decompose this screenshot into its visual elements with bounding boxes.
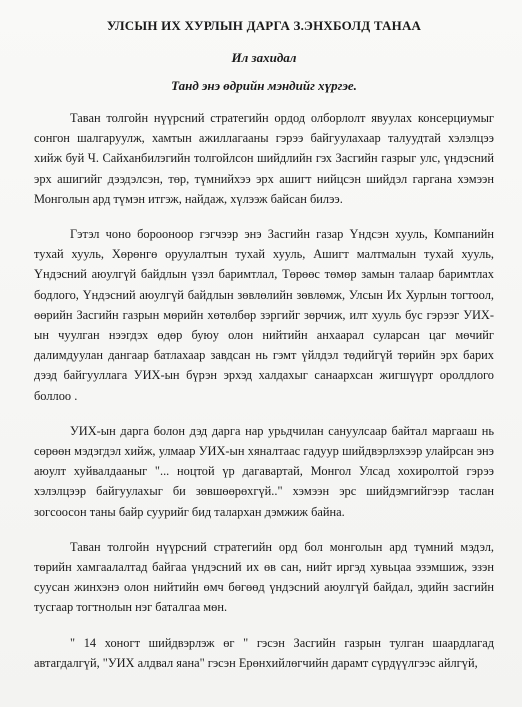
letter-subtitle: Ил захидал	[231, 50, 297, 65]
paragraph-3: УИХ-ын дарга болон дэд дарга нар урьдчилан сануулсаар байтал маргааш нь сөрөөн мэдэгдэл хийж, улмаар УИХ-ын хяналтаас гадуур шийдвэрлэхээр улайрсан энэ аюулт хуйвалдааныг "... ноцтой үр дагавартай, Монгол Улсад хохиролтой гэрээ хэлэлцээр байгуулахыг би зөвшөөрөхгүй.." хэмээн эрс шийдэмгийгээр таслан зогсоосон таны байр суурийг бид талархан дэмжиж байна.	[34, 423, 494, 519]
paragraph-2: Гэтэл чоно бороонoор гэгчээр энэ Засгийн газар Үндсэн хууль, Компанийн тухай хууль, Хөрөнгө оруулалтын тухай хууль, Ашигт малтмалын тухай хууль, Үндэсний аюулгүй байдлын үзэл баримтлал, Төрөөс төмөр замын талаар баримтлах бодлого, Үндэсний аюулгүй байдлын зөвлөлийн зөвлөмж, Улсын Их Хурлын тогтоол, өөрийн Засгийн газрын мөрийн хөтөлбөр зэргийг зөрчиж, илт хууль бус гэрээг УИХ-ын чуулган нээгдэх өдөр буюу олон нийтийн анхаарал суларсан цаг мөчийг далимдуулан дангаар батлахаар завдсан нь гэмт үйлдэл төдийгүй төрийн эрх барих дээд байгууллага УИХ-ын бүрэн эрхэд халдахыг санаархсан жигшүүрт оролдлого боллоо .	[34, 227, 494, 403]
paragraph-5: " 14 хоногт шийдвэрлэж өг " гэсэн Засгийн газрын тулган шаардлагад автагдалгүй, "УИХ алдвал яана" гэсэн Ерөнхийлөгчийн дарамт сүрдүүлгээс айлгүй,	[34, 635, 494, 670]
paragraph-4: Таван толгойн нүүрсний стратегийн орд бол монголын ард түмний мэдэл, төрийн хамгаалалтад байгаа үндэсний их өв сан, нийт иргэд хувьцаа эзэмшиж, эзэн суусан жинхэнэ олон нийтийн өмч бөгөөд үндэсний аюулгүй байдал, эдийн засгийн тусгаар тогтнолын нэг баталгаа мөн.	[34, 539, 494, 615]
paragraph-1: Таван толгойн нүүрсний стратегийн ордод олборлолт явуулах консерциумыг сонгон шалгаруулж, хамтын ажиллагааны гэрээ байгуулахаар талуудтай хэлэлцээ хийж буй Ч. Сайханбилэгийн толгойлсон шийдлийн гэх Засгийн газрыг улс, үндэсний эрх ашигийг дээдэлсэн, төр, түмнийхээ эрх ашигт нийцсэн шийдэл гаргана хэмээн Монголын ард түмэн итгэж, найдаж, хүлээж байсан билээ.	[34, 111, 494, 206]
letter-greeting: Танд энэ өдрийн мэндийг хүргэе.	[171, 78, 357, 93]
letter-title: УЛСЫН ИХ ХУРЛЫН ДАРГА З.ЭНХБОЛД ТАНАА	[106, 18, 422, 33]
